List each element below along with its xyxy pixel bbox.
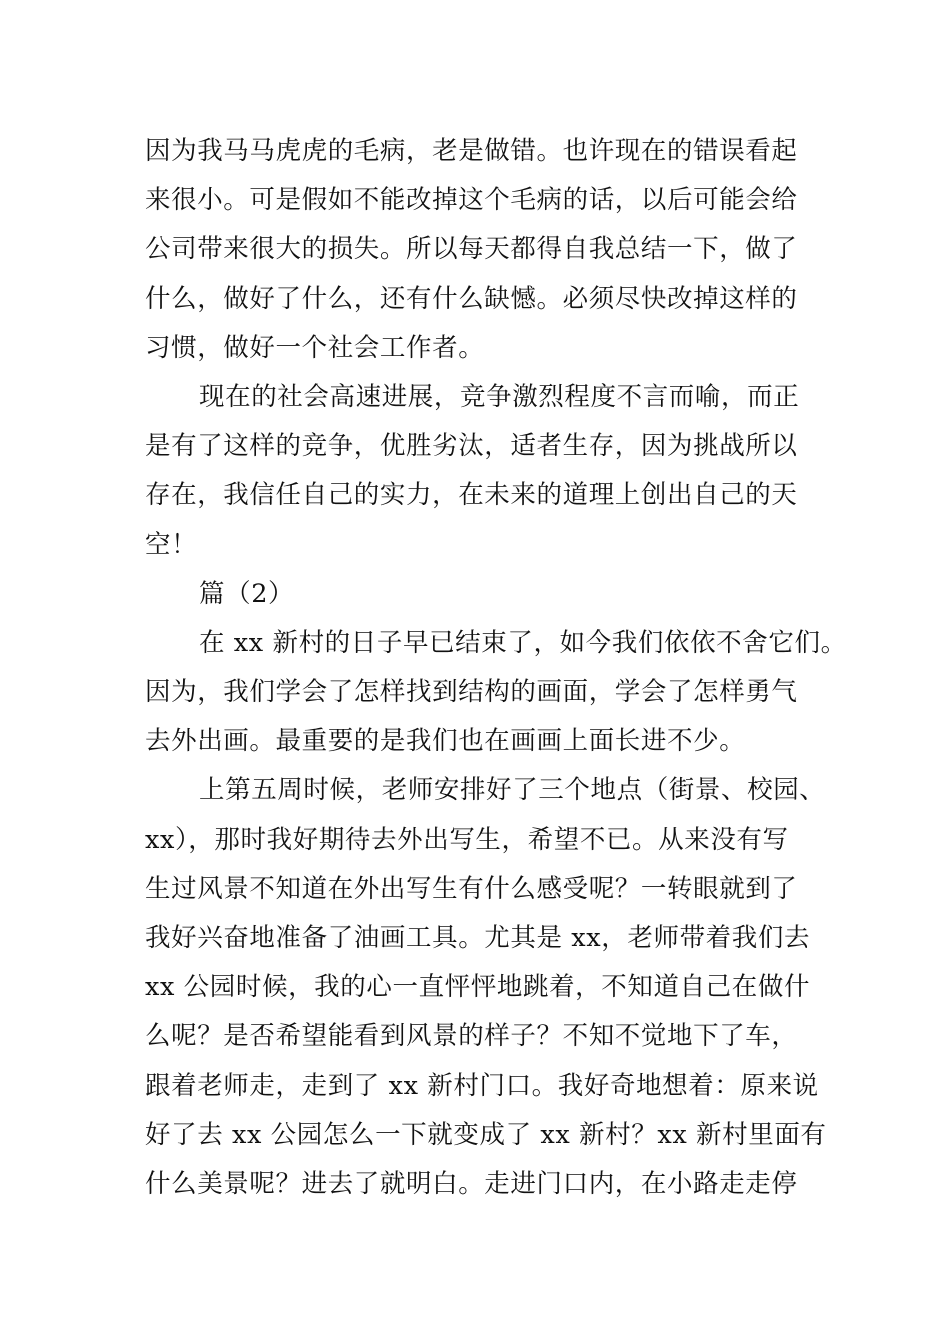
text-line: 上第五周时候，老师安排好了三个地点（街景、校园、 — [199, 775, 826, 806]
text-line: 空！ — [145, 529, 198, 560]
text-line: 来很小。可是假如不能改掉这个毛病的话，以后可能会给 — [145, 185, 798, 216]
text-line: 在 xx 新村的日子早已结束了，如今我们依依不舍它们。 — [199, 627, 847, 658]
text-line: 存在，我信任自己的实力，在未来的道理上创出自己的天 — [145, 480, 798, 511]
text-line: 因为我马马虎虎的毛病，老是做错。也许现在的错误看起 — [145, 136, 798, 166]
text-line: 现在的社会高速进展，竞争激烈程度不言而喻，而正 — [199, 381, 800, 412]
text-line: xx 公园时候，我的心一直怦怦地跳着，不知道自己在做什 — [145, 972, 811, 1003]
text-line: 公司带来很大的损失。所以每天都得自我总结一下，做了 — [145, 234, 798, 265]
text-line: 我好兴奋地准备了油画工具。尤其是 xx，老师带着我们去 — [145, 923, 811, 953]
text-line: 去外出画。最重要的是我们也在画画上面长进不少。 — [145, 726, 746, 757]
text-line: 什么美景呢？进去了就明白。走进门口内，在小路走走停 — [145, 1168, 798, 1199]
text-line: 什么，做好了什么，还有什么缺憾。必须尽快改掉这样的 — [145, 283, 798, 314]
text-line: 么呢？是否希望能看到风景的样子？不知不觉地下了车， — [145, 1021, 798, 1052]
text-line: 好了去 xx 公园怎么一下就变成了 xx 新村？xx 新村里面有 — [145, 1119, 827, 1150]
text-line: 跟着老师走，走到了 xx 新村门口。我好奇地想着：原来说 — [145, 1070, 819, 1101]
text-line: 习惯，做好一个社会工作者。 — [145, 332, 485, 363]
text-line: 因为，我们学会了怎样找到结构的画面，学会了怎样勇气 — [145, 677, 798, 708]
document-body — [145, 127, 847, 1209]
text-line: xx），那时我好期待去外出写生，希望不已。从来没有写 — [145, 824, 789, 855]
text-line: 是有了这样的竞争，优胜劣汰，适者生存，因为挑战所以 — [145, 431, 798, 462]
section-heading: 篇（2） — [199, 578, 295, 609]
text-line: 生过风景不知道在外出写生有什么感受呢？一转眼就到了 — [145, 873, 798, 904]
